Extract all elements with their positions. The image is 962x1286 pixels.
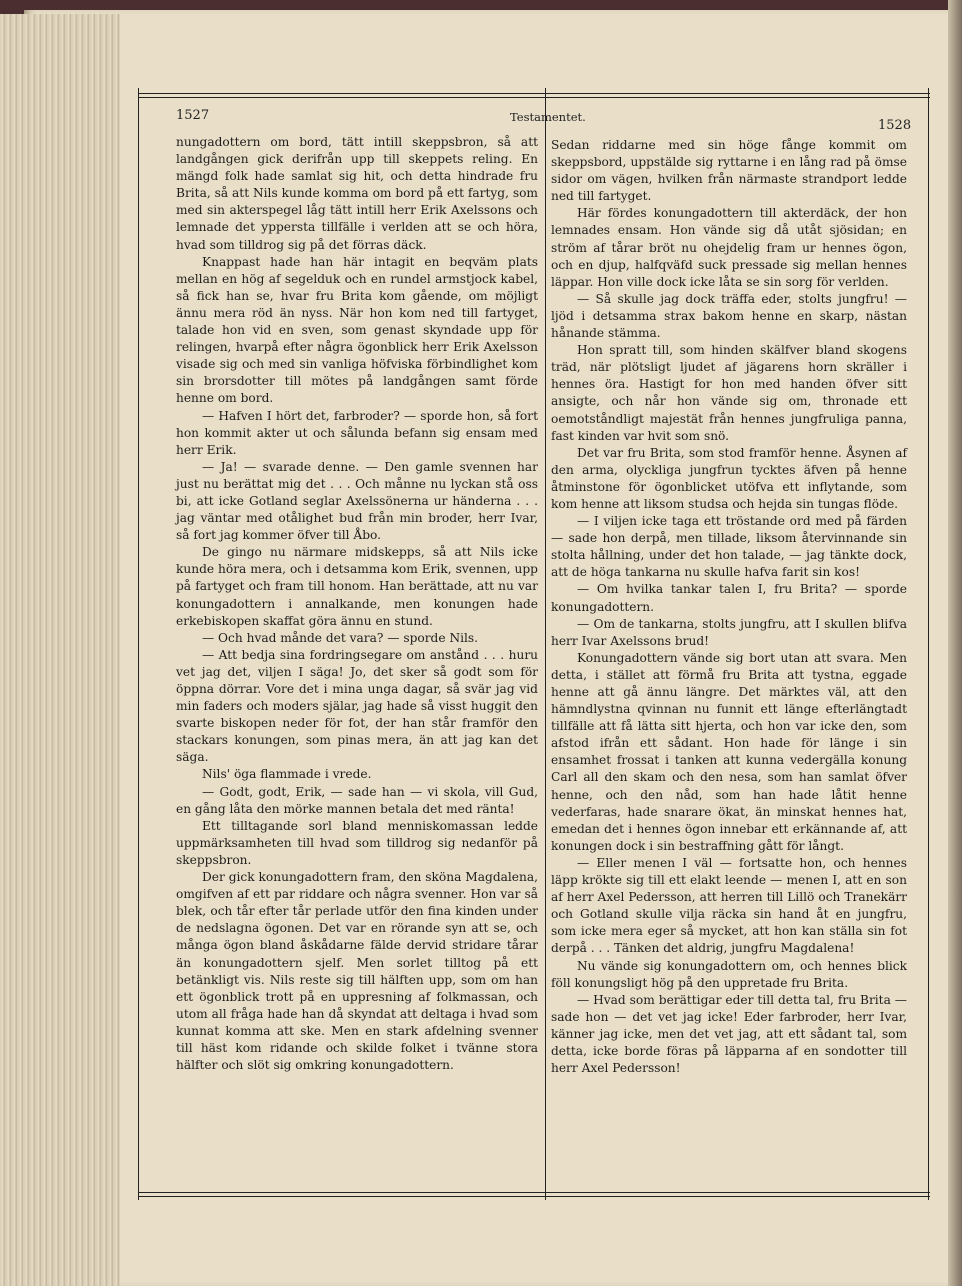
paragraph: Konungadottern vände sig bort utan att svara. Men detta, i stället att förmå fru Brita att tystna, eggade henne att gå ännu längre. Det märktes väl, att den hämndlystna qvinnan nu funnit ett länge efterlängtadt tillfälle att få lätta sitt hjerta, och hon var icke den, som afstod ifrån ett sådant. Hon hade för länge i sin ensamhet frossat i tanken att kunna vedergälla konung Carl all den skam och den nesa, som han samlat öfver henne, och den nåd, som han hade låtit henne vederfaras, hade snarare ökat, än minskat hennes hat, emedan det i hennes ögon innebar ett erkännande af, att konungen dock i sin bestraffning gått för långt. — [551, 650, 907, 853]
running-title: Testamentet. — [510, 110, 586, 124]
paragraph: — Om de tankarna, stolts jungfru, att I skullen blifva herr Ivar Axelssons brud! — [551, 616, 907, 648]
paragraph: — Hafven I hört det, farbroder? — sporde hon, så fort hon kommit akter ut och sålunda befann sig ensam med herr Erik. — [176, 408, 538, 457]
left-text-column — [176, 134, 538, 1074]
paragraph: — Att bedja sina fordringsegare om anstånd . . . huru vet jag det, viljen I säga! Jo, det sker så godt som för öppna dörrar. Vore det i mina unga dagar, så svär jag vid min faders och moders själar, jag hade så visst huggit den svarte biskopen neder för fot, der han står framför den stackars konungen, som pinas mera, än att jag kan det säga. — [176, 647, 538, 765]
column-divider — [545, 88, 546, 1200]
right-frame-rule — [928, 88, 929, 1200]
right-page-edge — [948, 0, 962, 1286]
paragraph: De gingo nu närmare midskepps, så att Nils icke kunde höra mera, och i detsamma kom Erik, svennen, upp på fartyget och fram till honom. Han berättade, att nu var konungadottern i annalkande, men konungen hade erkebiskopen skaffat göra ännu en stund. — [176, 545, 538, 628]
left-frame-rule — [138, 88, 139, 1200]
paragraph: Det var fru Brita, som stod framför henne. Åsynen af den arma, olyckliga jungfrun tycktes äfven på henne åtminstone för ögonblicket utöfva ett inflytande, som kom henne att liksom studsa och hejda sin tungas flöde. — [551, 445, 907, 511]
paragraph: — I viljen icke taga ett tröstande ord med på färden — sade hon derpå, men tillade, liksom återvinnande sin stolta hållning, under det hon talade, — jag tänkte dock, att de höga tankarna nu skulle hafva farit sin kos! — [551, 514, 907, 580]
paragraph: Knappast hade han här intagit en beqväm plats mellan en hög af segelduk och en rundel armstjock kabel, så fick han se, hvar fru Brita kom gående, om möjligt ännu mera röd än nyss. När hon kom ned till fartyget, talade hon vid en sven, som genast skyndade upp för relingen, hvarpå efter några ögonblick herr Erik Axelsson visade sig och med sin vanliga höfviska förbindlighet kom sin brorsdotter till mötes på landgången samt förde henne om bord. — [176, 254, 538, 406]
paragraph: — Om hvilka tankar talen I, fru Brita? — sporde konungadottern. — [551, 582, 907, 614]
paragraph: — Hvad som berättigar eder till detta tal, fru Brita — sade hon — det vet jag icke! Eder farbroder, herr Ivar, känner jag icke, men det vet jag, att ett sådant tal, som detta, icke borde föras på läpparna af en sondotter till herr Axel Pedersson! — [551, 992, 907, 1076]
paragraph: — Ja! — svarade denne. — Den gamle svennen har just nu berättat mig det . . . Och månne nu lyckan stå oss bi, att icke Gotland seglar Axelssönerna ur händerna . . . jag väntar med otålighet bud från min broder, herr Ivar, så fort jag kommer öfver till Åbo. — [176, 459, 538, 543]
paragraph: — Så skulle jag dock träffa eder, stolts jungfru! — ljöd i detsamma strax bakom henne en skarp, nästan hånande stämma. — [551, 291, 907, 341]
paragraph: Nu vände sig konungadottern om, och hennes blick föll konungsligt hög på den uppretade fru Brita. — [551, 958, 907, 990]
paragraph: nungadottern om bord, tätt intill skeppsbron, så att landgången gick derifrån upp till skeppets reling. En mängd folk hade samlat sig hit, och detta hindrade fru Brita, så att Nils kunde komma om bord på ett fartyg, som med sin akterspegel låg tätt intill herr Erik Axelssons och lemnade det yppersta tillfälle i verlden att se och höra, hvad som tilldrog sig på det förras däck. — [176, 135, 538, 252]
paragraph: Der gick konungadottern fram, den sköna Magdalena, omgifven af ett par riddare och några svenner. Hon var så blek, och tår efter tår perlade utför den fina kinden under de nedslagna ögonen. Det var en rörande syn att se, och många ögon bland åskådarne fälde dervid stridare tårar än konungadottern sjelf. Men sorlet tilltog på ett betänkligt vis. Nils reste sig till hälften upp, som om han ett ögonblick trott på en uppresning af folkmassan, och utom all fråga hade han då skyndat att deltaga i hvad som kunnat komma att ske. Men en stark afdelning svenner till häst kom ridande och skilde folket i tvänne stora hälfter och slöt sig omkring konungadottern. — [176, 870, 538, 1073]
paragraph: Nils' öga flammade i vrede. — [202, 767, 372, 782]
page-edges — [0, 14, 120, 1286]
right-text-column — [551, 137, 907, 1077]
page-number-left: 1527 — [176, 108, 210, 123]
paragraph: Ett tilltagande sorl bland menniskomassan ledde uppmärksamheten till hvad som tilldrog sig nedanför på skeppsbron. — [176, 818, 538, 867]
paragraph: — Eller menen I väl — fortsatte hon, och hennes läpp krökte sig till ett elakt leende — menen I, att en son af herr Axel Pedersson, att herren till Lillö och Tranekärr och Gotland skulle vilja räcka sin hand åt en jungfru, som icke mera eger så mycket, att hon kan ställa sin fot derpå . . . Tänken det aldrig, jungfru Magdalena! — [551, 855, 907, 956]
paragraph: Här fördes konungadottern till akterdäck, der hon lemnades ensam. Hon vände sig då utåt sjösidan; en ström af tårar bröt nu ohejdelig fram ur hennes ögon, och en djup, halfqväfd suck pressade sig mellan hennes läppar. Hon ville dock icke låta se sin sorg för verlden. — [551, 206, 907, 289]
paragraph: — Och hvad månde det vara? — sporde Nils. — [202, 630, 479, 645]
paragraph: — Godt, godt, Erik, — sade han — vi skola, vill Gud, en gång låta den mörke mannen betala det med ränta! — [176, 784, 538, 816]
paragraph: Hon spratt till, som hinden skälfver bland skogens träd, när plötsligt ljudet af jägarens horn skräller i hennes öra. Hastigt for hon med handen öfver sitt ansigte, och når hon vände sig om, thronade ett oemotståndligt majestät från hennes jungfruliga panna, fast kinden var hvit som snö. — [551, 343, 907, 443]
page-number-right: 1528 — [878, 118, 912, 133]
paragraph: Sedan riddarne med sin höge fånge kommit om skeppsbord, uppstälde sig ryttarne i en lång rad på ömse sidor om vägen, hvilken från närmaste strandport ledde ned till fartyget. — [551, 138, 907, 204]
